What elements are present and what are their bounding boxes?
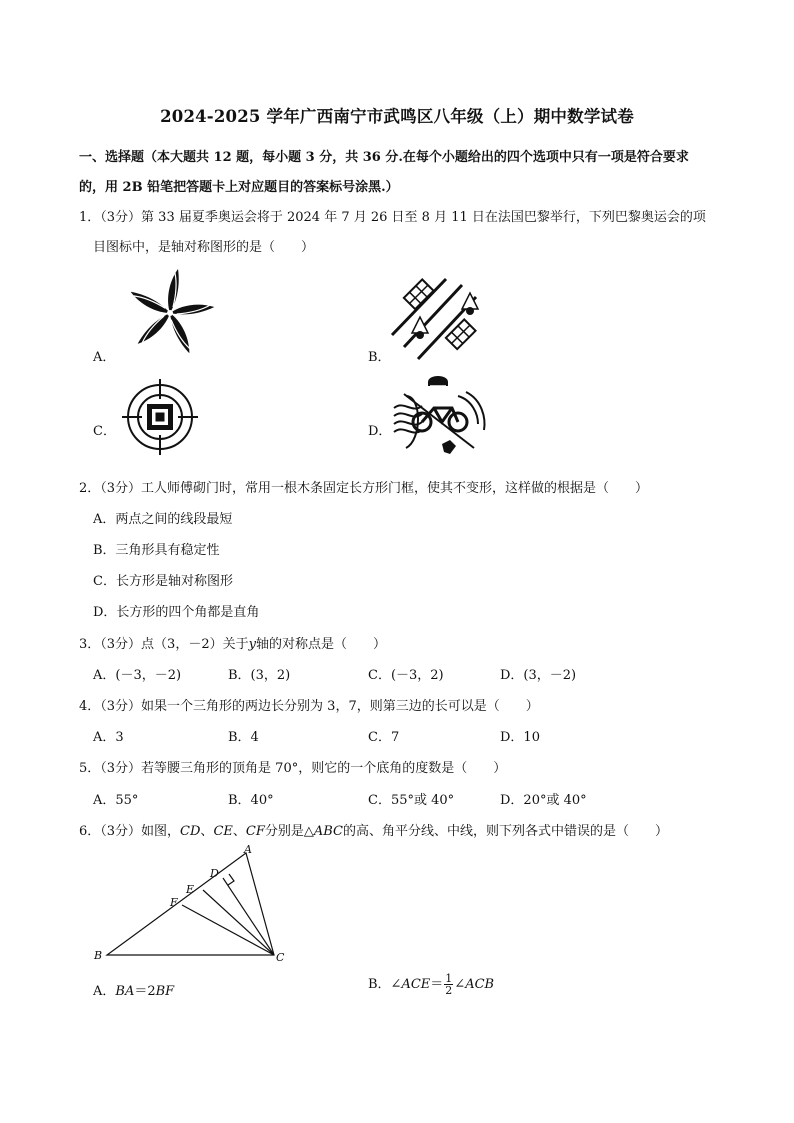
q3-option-b[interactable]: B．(3，2) [228, 668, 291, 683]
q1-option-d-label: D． [368, 424, 392, 439]
q2-option-b[interactable]: B．三角形具有稳定性 [93, 543, 220, 558]
q2-option-c[interactable]: C．长方形是轴对称图形 [93, 574, 233, 589]
page-title: 2024-2025 学年广西南宁市武鸣区八年级（上）期中数学试卷 [160, 107, 634, 126]
q5-option-a[interactable]: A．55° [93, 793, 139, 808]
fraction-one-half: $\frac{1}{2}$ [445, 972, 453, 997]
q2-option-a[interactable]: A．两点之间的线段最短 [93, 512, 233, 527]
q1-option-a-label: A． [93, 350, 116, 365]
q1-text-line2: 目图标中，是轴对称图形的是（ ） [93, 240, 315, 255]
q3-option-d[interactable]: D．(3，－2) [500, 668, 577, 683]
q3-text: 3．（3分）点（3，－2）关于y轴的对称点是（ ） [79, 637, 386, 652]
q4-option-c[interactable]: C．7 [368, 730, 400, 745]
q1-text-line1: 1．（3分）第 33 届夏季奥运会将于 2024 年 7 月 26 日至 8 月 11 日在法国巴黎举行，下列巴黎奥运会的项 [79, 210, 706, 225]
q1-option-b-label: B． [368, 350, 391, 365]
q4-option-d[interactable]: D．10 [500, 730, 540, 745]
q6-label-b: B [94, 949, 103, 962]
q2-text: 2．（3分）工人师傅砌门时，常用一根木条固定长方形门框，使其不变形，这样做的根据是（ ） [79, 481, 649, 496]
q1-figure-a-pinwheel-icon[interactable] [120, 263, 220, 363]
section-header-line1: 一、选择题（本大题共 12 题，每小题 3 分，共 36 分.在每个小题给出的四个选项中只有一项是符合要求 [79, 150, 689, 165]
q6-label-a: A [244, 845, 252, 856]
q5-option-d[interactable]: D．20°或 40° [500, 793, 587, 808]
q3-option-a[interactable]: A．(－3，－2) [93, 668, 182, 683]
q1-figure-d-cycling-icon[interactable] [392, 370, 488, 460]
q5-text: 5．（3分）若等腰三角形的顶角是 70°，则它的一个底角的度数是（ ） [79, 761, 507, 776]
section-header-line2: 的，用 2B 铅笔把答题卡上对应题目的答案标号涂黑.） [79, 180, 399, 195]
q6-triangle-figure [88, 845, 298, 967]
q4-text: 4．（3分）如果一个三角形的两边长分别为 3，7，则第三边的长可以是（ ） [79, 699, 539, 714]
q1-option-c-label: C． [93, 424, 116, 439]
q6-label-d: D [210, 867, 219, 880]
q6-label-c: C [276, 951, 285, 964]
q1-figure-b-badminton-icon[interactable] [390, 275, 490, 363]
q5-option-c[interactable]: C．55°或 40° [368, 793, 455, 808]
q5-option-b[interactable]: B．40° [228, 793, 274, 808]
q6-option-a[interactable]: A．BA＝2BF [93, 984, 175, 999]
q6-option-b[interactable]: B．∠ACE＝ $\frac{1}{2}$ ∠ACB [368, 972, 495, 997]
q4-option-a[interactable]: A．3 [93, 730, 124, 745]
q4-option-b[interactable]: B．4 [228, 730, 259, 745]
q6-label-e: E [186, 883, 195, 896]
q3-option-c[interactable]: C．(－3，2) [368, 668, 444, 683]
q6-label-f: F [170, 896, 178, 909]
q1-figure-c-target-icon[interactable] [120, 377, 200, 457]
q2-option-d[interactable]: D．长方形的四个角都是直角 [93, 605, 260, 620]
q6-text: 6．（3分）如图，CD、CE、CF分别是△ABC的高、角平分线、中线，则下列各式中错误的是（ ） [79, 824, 669, 839]
